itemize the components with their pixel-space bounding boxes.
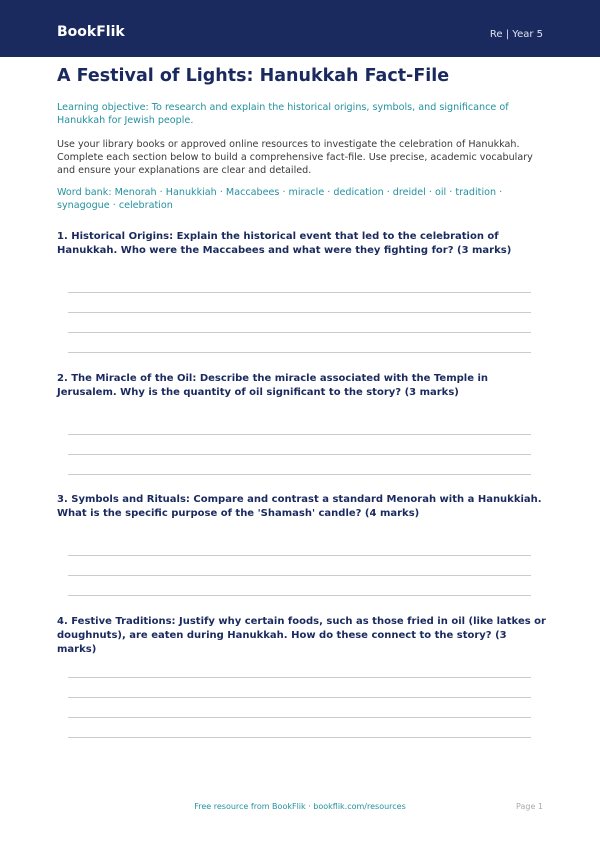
question-1: 1. Historical Origins: Explain the historical event that led to the celebration of Hanukkah. Who were the Maccabees and what were they fighting for? (3 marks) — [57, 231, 512, 256]
page-title: A Festival of Lights: Hanukkah Fact-File — [57, 66, 450, 86]
answer-line[interactable] — [68, 454, 531, 455]
answer-line[interactable] — [68, 352, 531, 353]
footer-resource-link[interactable]: Free resource from BookFlik · bookflik.com/resources — [194, 802, 406, 811]
answer-line[interactable] — [68, 434, 531, 435]
answer-line[interactable] — [68, 697, 531, 698]
subject-year-label: Re | Year 5 — [489, 29, 543, 40]
answer-line[interactable] — [68, 575, 531, 576]
answer-line[interactable] — [68, 474, 531, 475]
question-4: 4. Festive Traditions: Justify why certain foods, such as those fried in oil (like latkes or doughnuts), are eaten during Hanukkah. How do these connect to the story? (3 marks) — [57, 616, 546, 655]
question-2: 2. The Miracle of the Oil: Describe the miracle associated with the Temple in Jerusalem. Why is the quantity of oil significant to the story? (3 marks) — [57, 373, 489, 398]
intro-text: Use your library books or approved online resources to investigate the celebration of Hanukkah. Complete each section below to build a comprehensive fact-file. Use precise, academic vocabulary and ensure your explanations are clear and detailed. — [57, 139, 533, 176]
answer-line[interactable] — [68, 677, 531, 678]
learning-objective: Learning objective: To research and explain the historical origins, symbols, and significance of Hanukkah for Jewish people. — [57, 102, 509, 126]
page-header — [0, 0, 600, 57]
answer-line[interactable] — [68, 737, 531, 738]
answer-line[interactable] — [68, 292, 531, 293]
word-bank: Word bank: Menorah · Hanukkiah · Maccabees · miracle · dedication · dreidel · oil · tradition · synagogue · celebration — [57, 187, 503, 211]
answer-line[interactable] — [68, 555, 531, 556]
answer-line[interactable] — [68, 332, 531, 333]
answer-line[interactable] — [68, 595, 531, 596]
answer-line[interactable] — [68, 312, 531, 313]
brand-logo: BookFlik — [57, 24, 125, 40]
page-number: Page 1 — [516, 802, 543, 811]
answer-line[interactable] — [68, 717, 531, 718]
question-3: 3. Symbols and Rituals: Compare and contrast a standard Menorah with a Hanukkiah. What is the specific purpose of the 'Shamash' candle? (4 marks) — [57, 494, 542, 519]
